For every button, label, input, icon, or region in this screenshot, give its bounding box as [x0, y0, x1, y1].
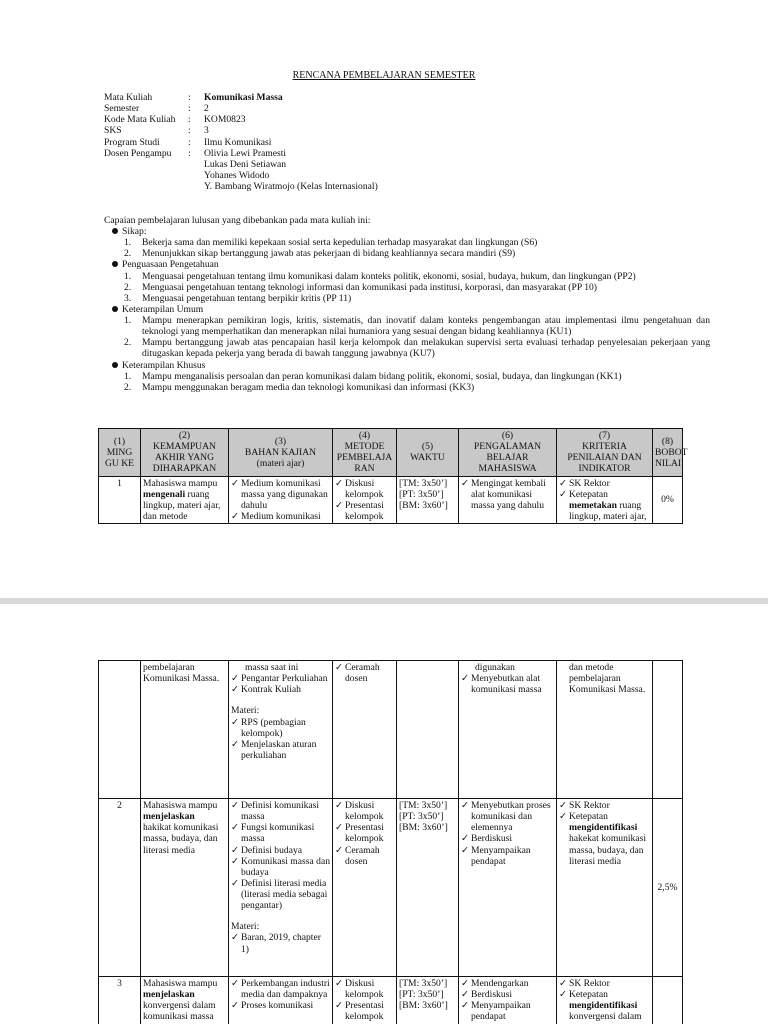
check-icon: ✓	[461, 800, 470, 811]
course-info-value: Yohanes Widodo	[204, 169, 270, 181]
header-line: WAKTU	[410, 452, 445, 464]
outcome-item	[124, 382, 710, 393]
check-list-item	[231, 856, 330, 878]
check-icon: ✓	[231, 716, 240, 728]
check-list-text: Diskusi kelompok	[345, 477, 384, 500]
check-icon: ✓	[231, 932, 240, 944]
bullet-icon	[104, 360, 114, 371]
ability-cell	[141, 799, 229, 977]
check-list-item	[461, 478, 554, 511]
outcome-text: Mampu menganalisis persoalan dan peran komunikasi dalam bidang politik, ekonomi, sosial, budaya, dan lingkungan (KK1)	[142, 370, 622, 382]
material-text-cont: massa saat ini	[245, 662, 299, 673]
check-icon: ✓	[335, 800, 344, 811]
outcome-category-label: Sikap:	[122, 226, 147, 237]
course-info-row	[104, 148, 378, 159]
check-list-item	[461, 989, 554, 1000]
time-entry: [PT: 3x50’]	[399, 811, 444, 823]
criteria-text-cont: konvergensi dalam	[569, 1011, 642, 1023]
outcome-category-label: Keterampilan Umum	[122, 303, 204, 315]
course-info-label	[104, 170, 188, 181]
check-list-text: Definisi literasi media (literasi media sebagai pengantar)	[241, 877, 328, 912]
check-list-text: Definisi komunikasi massa	[241, 800, 320, 823]
check-list-item	[335, 800, 394, 822]
outcome-category	[104, 259, 710, 270]
experience-cell	[459, 661, 557, 799]
check-list-item	[461, 1000, 554, 1022]
check-list-text: Mengingat kembali alat komunikasi massa yang dahulu	[471, 477, 546, 511]
criteria-text: Ketepatan	[569, 488, 608, 500]
header-line: (7)	[598, 430, 611, 441]
outcome-category	[104, 226, 710, 237]
criteria-text: Ketepatan	[569, 989, 608, 1001]
check-icon: ✓	[461, 978, 470, 989]
header-line: INDIKATOR	[578, 463, 631, 475]
check-list-text: Menyebutkan proses komunikasi dan elemennya	[471, 800, 551, 834]
outcome-text: Menguasai pengetahuan tentang berpikir kritis (PP 11)	[142, 292, 352, 304]
ability-text: Mahasiswa mampu	[143, 477, 218, 489]
header-line: AKHIR YANG	[154, 452, 215, 464]
bullet-icon	[104, 304, 114, 315]
check-icon: ✓	[559, 488, 568, 500]
course-info-colon: :	[188, 114, 191, 126]
check-icon: ✓	[231, 738, 240, 750]
outcome-item	[124, 337, 710, 359]
header-line: MING	[106, 446, 133, 458]
criteria-cell	[557, 661, 653, 799]
check-list-text: Menyampaikan pendapat	[471, 844, 531, 867]
check-list-item	[461, 845, 554, 867]
outcome-number: 2.	[124, 381, 132, 393]
header-line: (6)	[501, 430, 514, 441]
header-line: PENGALAMAN	[473, 441, 542, 453]
check-list-text: Medium komunikasi massa yang digunakan dahulu	[241, 477, 328, 511]
week-cell: 2	[99, 799, 141, 977]
material-cell	[229, 977, 333, 1024]
check-list-item	[335, 1000, 394, 1022]
criteria-cell	[557, 977, 653, 1024]
table-header-cell	[397, 429, 459, 477]
course-info-value: 3	[204, 125, 209, 137]
check-list-text: Menyampaikan pendapat	[471, 1000, 531, 1023]
course-info-row	[104, 125, 378, 136]
header-line: (1)	[113, 435, 126, 447]
header-line: (4)	[358, 430, 371, 441]
outcome-number: 2.	[124, 248, 132, 260]
time-entry: [BM: 3x60’]	[399, 822, 448, 834]
check-icon: ✓	[231, 684, 240, 696]
header-line: PENILAIAN DAN	[567, 452, 642, 464]
check-list-item	[231, 717, 330, 739]
experience-text-cont: digunakan	[475, 662, 515, 673]
check-list-text: Menjelaskan aturan perkuliahan	[241, 738, 317, 761]
check-list-item	[335, 822, 394, 844]
outcome-category	[104, 304, 710, 315]
check-icon: ✓	[461, 844, 470, 856]
check-icon: ✓	[231, 855, 240, 867]
outcome-item	[124, 237, 710, 248]
outcome-text: Mampu menerapkan pemikiran logis, kritis, sistematis, dan inovatif dalam konteks pengembangan atau implementasi ilmu pengetahuan dan teknologi yang memperhatikan dan menerapkan nilai humaniora yang sesuai dengan bidang keahliannya (KU1)	[142, 315, 710, 338]
header-line: BELAJAR	[486, 452, 529, 464]
check-list-item	[231, 845, 330, 856]
course-info-colon	[188, 159, 204, 170]
table-header-cell	[99, 429, 141, 477]
course-info	[104, 92, 378, 192]
document-page-2	[0, 604, 768, 1024]
course-info-colon: :	[188, 136, 191, 148]
header-line: NILAI	[655, 457, 682, 469]
check-list-text: Diskusi kelompok	[345, 800, 384, 823]
check-icon: ✓	[335, 978, 344, 989]
week-cell	[99, 661, 141, 799]
check-list-item	[231, 478, 330, 511]
ability-cell: pembelajaran Komunikasi Massa.	[141, 661, 229, 799]
rps-table-page-1	[98, 428, 688, 524]
criteria-cell	[557, 799, 653, 977]
criteria-text-cont: dan metode pembelajaran Komunikasi Massa.	[569, 662, 646, 696]
check-list-text: Medium komunikasi	[241, 510, 321, 522]
course-info-label	[104, 159, 188, 170]
course-info-row	[104, 92, 378, 103]
ability-text-cont: konvergensi dalam komunikasi massa	[143, 1000, 216, 1023]
table-header-cell	[141, 429, 229, 477]
check-icon: ✓	[461, 833, 470, 845]
outcome-item	[124, 315, 710, 337]
learning-outcomes-list	[104, 226, 710, 393]
check-list-text: Fungsi komunikasi massa	[241, 822, 315, 845]
time-entry: [TM: 3x50’]	[399, 800, 448, 811]
course-info-value: Ilmu Komunikasi	[204, 136, 272, 148]
table-header-cell	[557, 429, 653, 477]
check-list-text: Definisi budaya	[241, 844, 303, 856]
check-icon: ✓	[335, 844, 344, 856]
check-list-item	[231, 684, 330, 695]
bullet-icon	[104, 259, 114, 270]
ability-keyword: menjelaskan	[143, 989, 195, 1001]
table-header-cell	[333, 429, 397, 477]
criteria-text: Ketepatan	[569, 811, 608, 823]
check-list-text: Diskusi kelompok	[345, 978, 384, 1001]
learning-outcomes-intro: Capaian pembelajaran lulusan yang dibebankan pada mata kuliah ini:	[104, 215, 371, 226]
course-info-row	[104, 170, 378, 181]
course-info-value: Olivia Lewi Pramesti	[204, 147, 287, 159]
check-list-text: Menyebutkan alat komunikasi massa	[471, 673, 542, 696]
check-icon: ✓	[231, 800, 240, 811]
header-line: MAHASISWA	[478, 463, 537, 475]
check-list-text: Baran, 2019, chapter 1)	[241, 932, 321, 955]
header-line: (2)	[178, 430, 191, 441]
check-list-text: RPS (pembagian kelompok)	[241, 716, 306, 739]
check-list-item	[231, 1000, 330, 1011]
check-list-item	[231, 800, 330, 822]
course-info-label: SKS	[104, 125, 122, 137]
ability-keyword: menjelaskan	[143, 811, 195, 823]
outcome-number: 1.	[124, 315, 132, 326]
check-icon: ✓	[559, 800, 568, 811]
course-info-row	[104, 159, 378, 170]
course-info-label: Semester	[104, 103, 140, 115]
check-list-text: Komunikasi massa dan budaya	[241, 855, 330, 878]
check-list-text: Berdiskusi	[471, 833, 513, 845]
header-line: BOBOT	[655, 446, 688, 458]
table-row	[99, 476, 683, 524]
check-icon: ✓	[335, 662, 344, 673]
table-header-cell	[229, 429, 333, 477]
header-line: (3)	[274, 435, 287, 447]
header-line: GU KE	[104, 457, 135, 469]
time-entry: [BM: 3x60’]	[399, 1000, 448, 1012]
check-list-item	[461, 833, 554, 844]
time-entry: [PT: 3x50’]	[399, 989, 444, 1001]
check-list-text: Proses komunikasi	[241, 1000, 314, 1012]
check-icon: ✓	[461, 477, 470, 489]
check-icon: ✓	[231, 978, 240, 989]
outcome-text: Menguasai pengetahuan tentang teknologi informasi dan komunikasi pada institusi, korporasi, dan masyarakat (PP 10)	[142, 281, 597, 293]
experience-cell	[459, 476, 557, 524]
weight-cell: 0%	[653, 476, 683, 524]
header-line: (5)	[421, 441, 434, 453]
outcome-number: 1.	[124, 270, 132, 282]
criteria-text: SK Rektor	[569, 978, 610, 989]
course-info-row	[104, 103, 378, 114]
header-line: DIHARAPKAN	[152, 463, 217, 475]
experience-cell	[459, 977, 557, 1024]
time-entry: [TM: 3x50’]	[399, 978, 448, 989]
method-cell	[333, 476, 397, 524]
course-info-value: KOM0823	[204, 114, 246, 126]
criteria-text: SK Rektor	[569, 800, 610, 811]
header-line: METODE	[344, 441, 385, 453]
weight-cell	[653, 977, 683, 1024]
check-list-item	[231, 978, 330, 1000]
outcome-category-label: Penguasaan Pengetahuan	[122, 259, 219, 271]
header-line: BAHAN KAJIAN	[244, 446, 317, 458]
course-info-value: Lukas Deni Setiawan	[204, 158, 287, 170]
criteria-text: SK Rektor	[569, 477, 610, 489]
outcome-number: 1.	[124, 370, 132, 382]
ability-keyword: mengenali	[143, 488, 186, 500]
outcome-text: Mampu bertanggung jawab atas pencapaian hasil kerja kelompok dan melakukan supervisi serta evaluasi terhadap penyelesaian pekerjaan yang ditugaskan kepada pekerja yang berada di bawah tanggung jawabnya (KU7)	[142, 337, 710, 360]
course-info-colon	[188, 181, 204, 192]
experience-cell	[459, 799, 557, 977]
criteria-keyword: mengidentifikasi	[569, 822, 638, 834]
check-list-text: Berdiskusi	[471, 989, 513, 1001]
outcome-item	[124, 293, 710, 304]
check-icon: ✓	[231, 822, 240, 834]
course-info-label: Dosen Pengampu	[104, 147, 172, 159]
check-list-item	[461, 673, 554, 695]
outcome-text: Menunjukkan sikap bertanggung jawab atas pekerjaan di bidang keahliannya secara mandiri (S9)	[142, 248, 516, 260]
check-list-item	[335, 500, 394, 522]
header-line: (8)	[661, 435, 674, 447]
check-list-text: Pengantar Perkuliahan	[241, 673, 328, 685]
course-info-colon: :	[188, 125, 191, 137]
week-cell: 1	[99, 476, 141, 524]
criteria-text-cont: ruang lingkup, materi ajar,	[569, 499, 647, 522]
check-list-item	[335, 478, 394, 500]
course-info-value: Komunikasi Massa	[204, 92, 283, 103]
outcome-text: Bekerja sama dan memiliki kepekaan sosial serta kepedulian terhadap masyarakat dan lingkungan (S6)	[142, 237, 538, 249]
check-list-text: Presentasi kelompok	[345, 822, 384, 845]
course-info-label: Program Studi	[104, 136, 160, 148]
time-entry: [PT: 3x50’]	[399, 488, 444, 500]
course-info-colon: :	[188, 103, 191, 115]
criteria-keyword: memetakan	[569, 499, 617, 511]
check-icon: ✓	[231, 844, 240, 856]
rps-table-page-2	[98, 660, 683, 1024]
outcome-text: Mampu menggunakan beragam media dan teknologi komunikasi dan informasi (KK3)	[142, 381, 475, 393]
bullet-icon	[104, 226, 114, 237]
outcome-item	[124, 271, 710, 282]
outcome-number: 2.	[124, 281, 132, 293]
table-row	[99, 799, 683, 977]
time-cell	[397, 977, 459, 1024]
check-list-item	[461, 800, 554, 833]
header-line: KRITERIA	[582, 441, 627, 453]
header-line: PEMBELAJA	[336, 452, 393, 464]
check-icon: ✓	[335, 822, 344, 834]
header-line: KEMAMPUAN	[153, 441, 216, 453]
check-icon: ✓	[231, 1000, 240, 1012]
material-cell	[229, 476, 333, 524]
material-cell	[229, 799, 333, 977]
course-info-colon: :	[188, 147, 191, 159]
check-icon: ✓	[231, 877, 240, 889]
method-cell	[333, 661, 397, 799]
materi-label: Materi:	[231, 921, 260, 933]
course-info-colon	[188, 170, 204, 181]
check-icon: ✓	[559, 978, 568, 989]
check-icon: ✓	[461, 989, 470, 1001]
check-list-item	[335, 662, 394, 684]
outcome-item	[124, 248, 710, 259]
criteria-cell	[557, 476, 653, 524]
header-line: (materi ajar)	[256, 457, 305, 469]
ability-text: Mahasiswa mampu	[143, 978, 218, 989]
table-header-row	[99, 429, 683, 477]
method-cell	[333, 977, 397, 1024]
outcome-number: 2.	[124, 337, 132, 349]
check-list-text: Ceramah dosen	[345, 844, 380, 867]
check-list-text: Kontrak Kuliah	[241, 684, 301, 696]
course-info-label: Kode Mata Kuliah	[104, 114, 176, 126]
time-entry: [TM: 3x50’]	[399, 477, 448, 489]
table-row	[99, 661, 683, 799]
time-cell	[397, 661, 459, 799]
course-info-row	[104, 114, 378, 125]
check-list-item	[335, 978, 394, 1000]
time-cell	[397, 799, 459, 977]
check-list-item	[231, 932, 330, 954]
outcome-category-label: Keterampilan Khusus	[122, 359, 206, 371]
outcome-number: 3.	[124, 292, 132, 304]
course-info-row	[104, 181, 378, 192]
check-icon: ✓	[559, 811, 568, 823]
check-list-item	[231, 673, 330, 684]
course-info-value: Y. Bambang Wiratmojo (Kelas Internasional)	[204, 181, 378, 192]
check-list-text: Perkembangan industri media dan dampaknya	[241, 978, 330, 1001]
ability-cell	[141, 977, 229, 1024]
week-cell: 3	[99, 977, 141, 1024]
course-info-label: Mata Kuliah	[104, 92, 153, 103]
check-list-text: Presentasi kelompok	[345, 499, 384, 522]
outcome-text: Menguasai pengetahuan tentang ilmu komunikasi dalam konteks politik, ekonomi, sosial, budaya, hukum, dan lingkungan (PP2)	[142, 270, 636, 282]
check-list-item	[231, 822, 330, 844]
material-cell	[229, 661, 333, 799]
time-entry: [BM: 3x60’]	[399, 499, 448, 511]
time-cell	[397, 476, 459, 524]
course-info-value: 2	[204, 103, 209, 115]
outcome-category	[104, 360, 710, 371]
check-list-text: Mendengarkan	[471, 978, 529, 989]
course-info-colon: :	[188, 92, 191, 103]
table-row	[99, 977, 683, 1024]
check-list-item	[335, 845, 394, 867]
check-icon: ✓	[335, 499, 344, 511]
weight-cell: 2,5%	[653, 799, 683, 977]
header-line: RAN	[354, 463, 375, 475]
check-list-text: Ceramah dosen	[345, 662, 380, 685]
ability-text-cont: ruang lingkup, materi ajar, dan metode	[143, 488, 221, 522]
ability-cell	[141, 476, 229, 524]
check-list-text: Presentasi kelompok	[345, 1000, 384, 1023]
check-list-item	[461, 978, 554, 989]
check-icon: ✓	[461, 673, 470, 685]
check-icon: ✓	[335, 477, 344, 489]
check-list-item	[231, 878, 330, 911]
ability-text: Mahasiswa mampu	[143, 800, 218, 811]
check-icon: ✓	[231, 477, 240, 489]
table-header-cell	[459, 429, 557, 477]
outcome-item	[124, 371, 710, 382]
check-list-item	[231, 739, 330, 761]
check-icon: ✓	[559, 477, 568, 489]
method-cell	[333, 799, 397, 977]
document-title: RENCANA PEMBELAJARAN SEMESTER	[292, 70, 476, 81]
weight-cell	[653, 661, 683, 799]
ability-text-cont: hakikat komunikasi massa, budaya, dan literasi media	[143, 822, 219, 856]
check-icon: ✓	[335, 1000, 344, 1012]
check-icon: ✓	[231, 673, 240, 685]
course-info-row	[104, 137, 378, 148]
check-icon: ✓	[231, 510, 240, 522]
course-info-label	[104, 181, 188, 192]
criteria-text-cont: hakekat komunikasi massa, budaya, dan literasi media	[569, 833, 646, 867]
outcome-number: 1.	[124, 237, 132, 249]
check-list-item	[231, 511, 330, 522]
outcome-item	[124, 282, 710, 293]
criteria-keyword: mengidentifikasi	[569, 1000, 638, 1012]
materi-label: Materi:	[231, 705, 260, 717]
check-icon: ✓	[461, 1000, 470, 1012]
check-icon: ✓	[559, 989, 568, 1001]
table-header-cell	[653, 429, 688, 477]
